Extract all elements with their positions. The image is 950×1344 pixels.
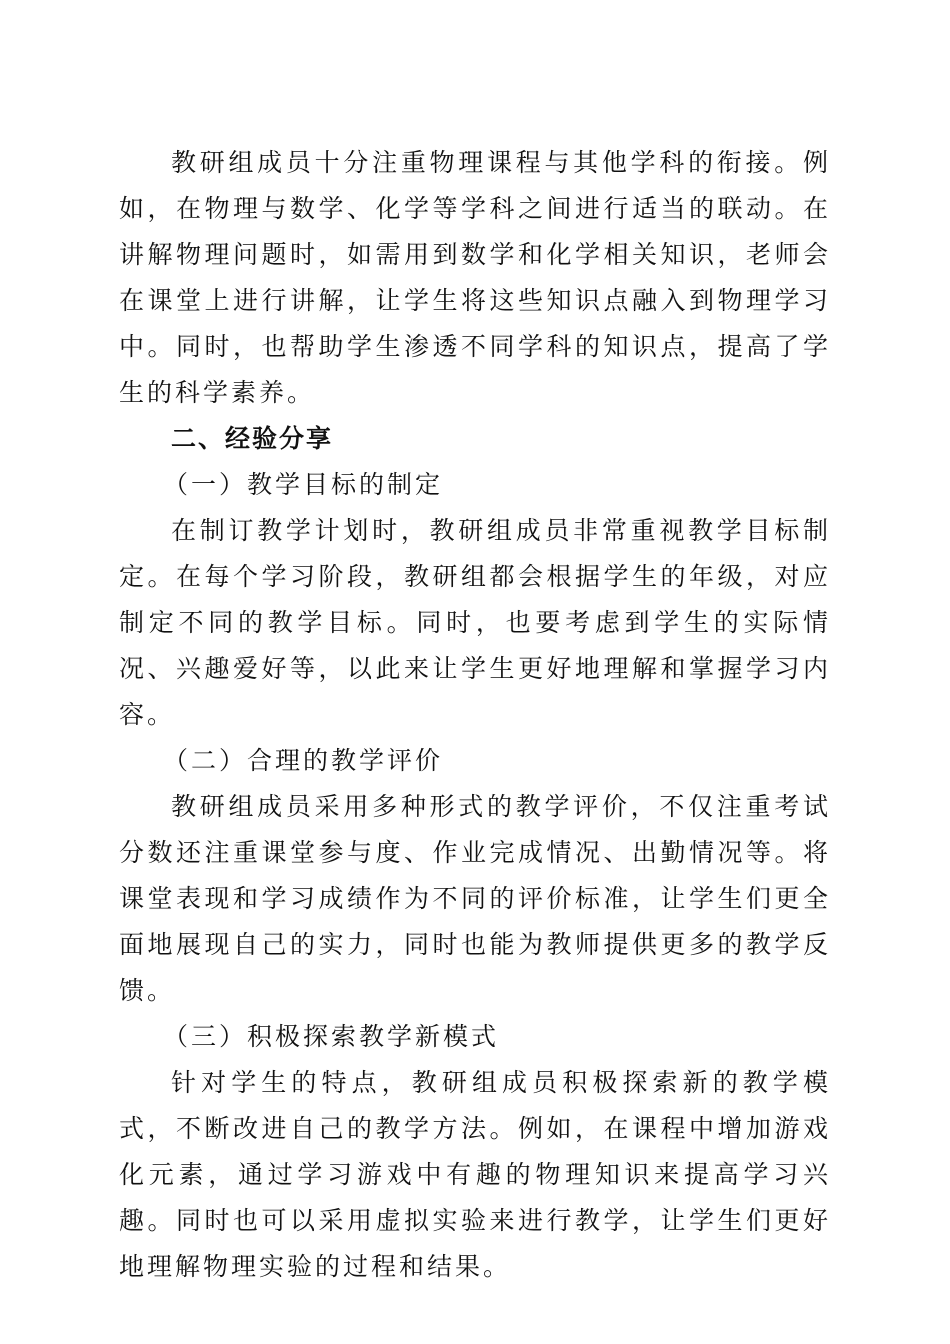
intro-paragraph: 教研组成员十分注重物理课程与其他学科的衔接。例如，在物理与数学、化学等学科之间进行适当的联动。在讲解物理问题时，如需用到数学和化学相关知识，老师会在课堂上进行讲解，让学生将这些知识点融入到物理学习中。同时，也帮助学生渗透不同学科的知识点，提高了学生的科学素养。 [119, 148, 831, 407]
subsection-title-2: （二）合理的教学评价 [163, 746, 444, 775]
subsection-body-3: 针对学生的特点，教研组成员积极探索新的教学模式，不断改进自己的教学方法。例如，在课程中增加游戏化元素，通过学习游戏中有趣的物理知识来提高学习兴趣。同时也可以采用虚拟实验来进行教学，让学生们更好地理解物理实验的过程和结果。 [119, 1068, 831, 1281]
subsection-body-2: 教研组成员采用多种形式的教学评价，不仅注重考试分数还注重课堂参与度、作业完成情况、出勤情况等。将课堂表现和学习成绩作为不同的评价标准，让学生们更全面地展现自己的实力，同时也能为教师提供更多的教学反馈。 [119, 792, 831, 1005]
subsection-body-1: 在制订教学计划时，教研组成员非常重视教学目标制定。在每个学习阶段，教研组都会根据学生的年级，对应制定不同的教学目标。同时，也要考虑到学生的实际情况、兴趣爱好等，以此来让学生更好地理解和掌握学习内容。 [119, 516, 831, 729]
section-heading: 二、经验分享 [171, 424, 334, 453]
subsection-title-3: （三）积极探索教学新模式 [163, 1022, 500, 1051]
subsection-title-1: （一）教学目标的制定 [163, 470, 444, 499]
document-body [119, 140, 831, 1290]
